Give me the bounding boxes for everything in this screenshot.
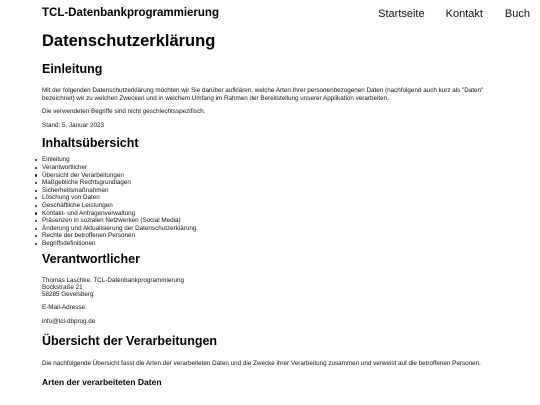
toc-link-uebersicht[interactable]: Übersicht der Verarbeitungen	[42, 171, 124, 179]
toc-link-loeschung[interactable]: Löschung von Daten	[42, 194, 100, 202]
email-label: E-Mail-Adresse:	[42, 304, 87, 312]
toc-item	[42, 179, 498, 187]
toc-link-sicherheit[interactable]: Sicherheitsmaßnahmen	[42, 186, 109, 194]
toc-list	[42, 156, 498, 247]
overview-paragraph: Die nachfolgende Übersicht fasst die Arten der verarbeiteten Daten und die Zwecke ihrer Verarbeitung zusammen und verweist auf die betroffenen Personen.	[42, 360, 481, 368]
toc-link-einleitung[interactable]: Einleitung	[42, 156, 70, 164]
stand-date: Stand: 5. Januar 2023	[42, 121, 104, 129]
toc-item	[42, 217, 498, 225]
toc-item	[42, 156, 498, 164]
toc-link-verantwortlicher[interactable]: Verantwortlicher	[42, 163, 88, 171]
intro-paragraph: Mit der folgenden Datenschutzerklärung möchten wir Sie darüber aufklären, welche Arten Ihrer personenbezogenen Daten (nachfolgend auch kurz als "Daten" bezeichnet) wir zu welchen Zwecken und in welchem Umfang im Rahmen der Bereitstellung unserer Applikation verarbeiten.	[42, 87, 484, 102]
nav-link-startseite[interactable]: Startseite	[378, 8, 425, 20]
toc-item	[42, 172, 498, 180]
page-title: Datenschutzerklärung	[42, 32, 216, 50]
address-street: Bockstraße 21	[42, 283, 83, 291]
toc-item	[42, 164, 498, 172]
toc-link-social-media[interactable]: Präsenzen in sozialen Netzwerken (Social Media)	[42, 217, 181, 225]
toc-link-rechte[interactable]: Rechte der betroffenen Personen	[42, 232, 136, 240]
section-heading-uebersicht: Übersicht der Verarbeitungen	[42, 334, 218, 349]
section-heading-inhaltsuebersicht: Inhaltsübersicht	[42, 136, 139, 151]
address-name: Thomas Laschke, TCL-Datenbankprogrammierung	[42, 276, 184, 284]
address-city: 58285 Gevelsberg	[42, 290, 94, 298]
site-brand-link[interactable]: TCL-Datenbankprogrammierung	[42, 7, 219, 19]
section-heading-verantwortlicher: Verantwortlicher	[42, 251, 140, 266]
toc-item	[42, 210, 498, 218]
toc-item	[42, 225, 498, 233]
toc-link-rechtsgrundlagen[interactable]: Maßgebliche Rechtsgrundlagen	[42, 179, 131, 187]
gender-note: Die verwendeten Begriffe sind nicht geschlechtsspezifisch.	[42, 108, 206, 116]
toc-item	[42, 240, 498, 248]
nav-link-buch[interactable]: Buch	[504, 8, 530, 20]
toc-link-begriffe[interactable]: Begriffsdefinitionen	[42, 239, 96, 247]
toc-link-aenderung[interactable]: Änderung und Aktualisierung der Datenschutzerklärung	[42, 224, 197, 232]
toc-item	[42, 194, 498, 202]
subheading-arten-daten: Arten der verarbeiteten Daten	[42, 376, 162, 387]
toc-item	[42, 232, 498, 240]
toc-item	[42, 202, 498, 210]
site-header	[0, 0, 540, 30]
email-value: info@tcl-dbprog.de	[42, 317, 96, 325]
section-heading-einleitung: Einleitung	[42, 62, 103, 76]
toc-link-leistungen[interactable]: Geschäftliche Leistungen	[42, 201, 113, 209]
nav-link-kontakt[interactable]: Kontakt	[445, 8, 483, 20]
toc-item	[42, 187, 498, 195]
toc-link-kontakt[interactable]: Kontakt- und Anfragenverwaltung	[42, 209, 136, 217]
address-block	[42, 277, 498, 299]
main-content	[42, 32, 498, 387]
main-nav	[378, 8, 530, 20]
